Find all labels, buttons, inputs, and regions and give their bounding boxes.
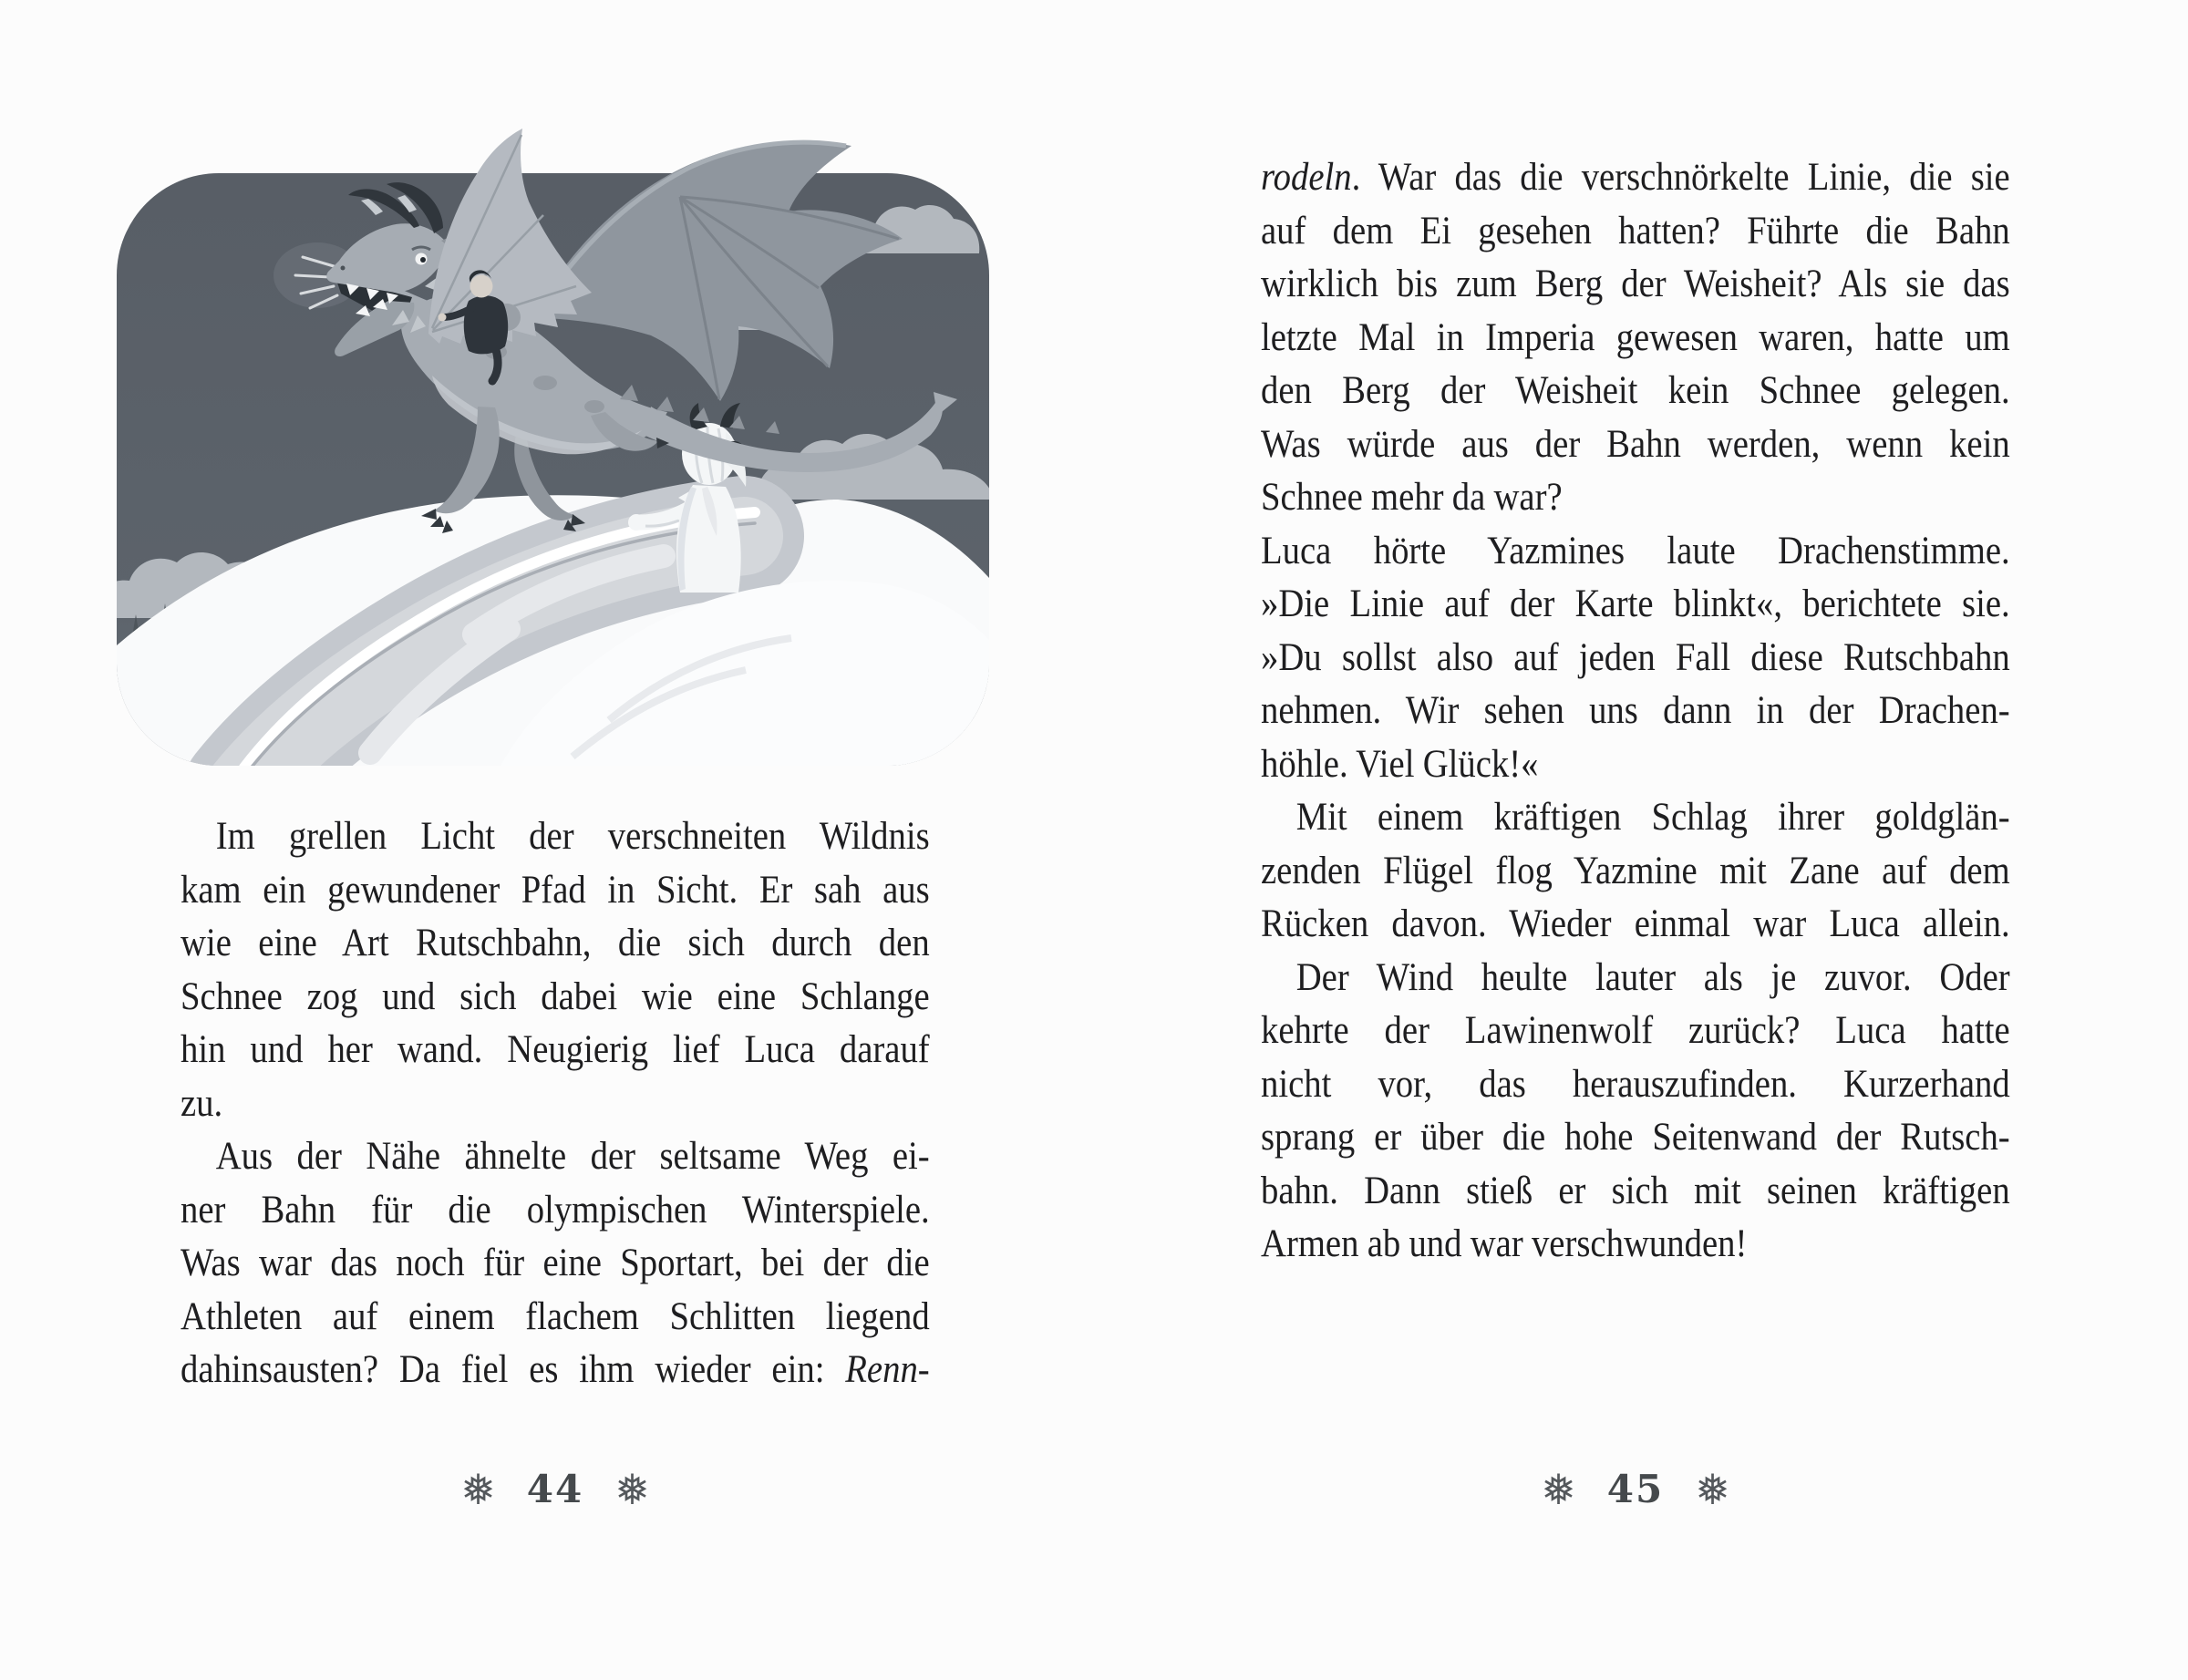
text-line: Im grellen Licht der verschneiten Wildnis — [215, 815, 930, 858]
text-line: wie eine Art Rutschbahn, die sich durch den — [181, 922, 930, 964]
right-page-text — [1261, 151, 2010, 1272]
page-number-left: 44 — [526, 1467, 584, 1511]
text-line: nicht vor, das herauszufinden. Kurzerhand — [1261, 1062, 2010, 1106]
text-line: sprang er über die hohe Seitenwand der Rutsch- — [1261, 1116, 2010, 1159]
text-line: wirklich bis zum Berg der Weisheit? Als sie das — [1261, 263, 2010, 305]
text-line: Was würde aus der Bahn werden, wenn kein — [1261, 422, 2010, 466]
snowflake-icon: ❅ — [460, 1465, 496, 1514]
left-page-footer — [181, 1460, 930, 1519]
snowflake-icon: ❅ — [1541, 1465, 1576, 1514]
text-line: rodeln. War das die verschnörkelte Linie, die sie — [1261, 156, 2010, 199]
text-line: auf dem Ei gesehen hatten? Führte die Bahn — [1261, 209, 2010, 253]
text-line: nehmen. Wir sehen uns dann in der Drachen- — [1261, 689, 2010, 732]
text-line: Schnee zog und sich dabei wie eine Schlange — [181, 974, 930, 1018]
text-line: kam ein gewundener Pfad in Sicht. Er sah aus — [181, 868, 930, 912]
text-line: dahinsausten? Da fiel es ihm wieder ein: Renn- — [181, 1348, 930, 1391]
illustration — [117, 82, 989, 798]
text-line: Athleten auf einem flachem Schlitten liegend — [181, 1294, 930, 1338]
text-line: Der Wind heulte lauter als je zuvor. Oder — [1295, 955, 2010, 999]
text-line: Armen ab und war verschwunden! — [1261, 1222, 1748, 1265]
text-line: »Du sollst also auf jeden Fall diese Rutschbahn — [1261, 635, 2010, 679]
text-line: Mit einem kräftigen Schlag ihrer goldglän- — [1295, 796, 2010, 839]
text-line: Luca hörte Yazmines laute Drachenstimme. — [1261, 529, 2010, 572]
text-line: den Berg der Weisheit kein Schnee gelegen. — [1261, 369, 2010, 412]
left-page-text — [181, 810, 930, 1397]
page-number-right: 45 — [1606, 1467, 1665, 1511]
text-line: kehrte der Lawinenwolf zurück? Luca hatte — [1261, 1009, 2010, 1052]
text-line: bahn. Dann stieß er sich mit seinen kräftigen — [1261, 1169, 2010, 1212]
text-line: Schnee mehr da war? — [1261, 476, 1563, 519]
text-line: letzte Mal in Imperia gewesen waren, hatte um — [1261, 315, 2010, 359]
snowflake-icon: ❅ — [1695, 1465, 1730, 1514]
snowflake-icon: ❅ — [614, 1465, 650, 1514]
text-line: höhle. Viel Glück!« — [1261, 742, 1539, 786]
text-line: Was war das noch für eine Sportart, bei der die — [181, 1242, 930, 1284]
text-line: Aus der Nähe ähnelte der seltsame Weg ei- — [215, 1135, 930, 1178]
text-line: Rücken davon. Wieder einmal war Luca allein. — [1261, 902, 2010, 945]
text-line: »Die Linie auf der Karte blinkt«, berichtete sie. — [1261, 582, 2010, 625]
text-line: ner Bahn für die olympischen Winterspiele. — [181, 1188, 930, 1232]
right-page-footer — [1261, 1460, 2010, 1519]
text-line: zu. — [181, 1081, 223, 1125]
text-line: zenden Flügel flog Yazmine mit Zane auf dem — [1261, 849, 2010, 892]
text-line: hin und her wand. Neugierig lief Luca darauf — [181, 1028, 930, 1071]
